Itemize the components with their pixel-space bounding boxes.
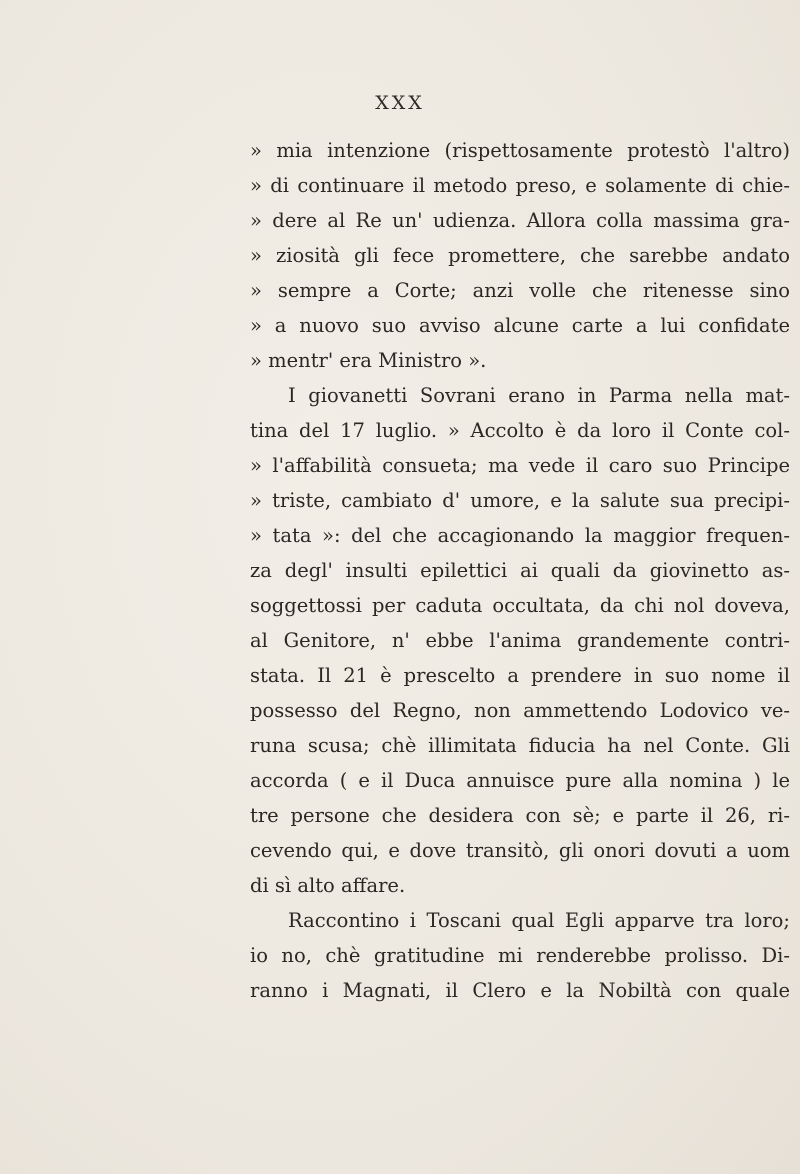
text-line: » tata »: del che accagionando la maggior frequen-: [250, 524, 790, 547]
text-line: accorda ( e il Duca annuisce pure alla nomina ) le: [250, 769, 790, 792]
text-line: za degl' insulti epilettici ai quali da giovinetto as-: [250, 559, 790, 582]
text-line: » mia intenzione (rispettosamente protestò l'altro): [250, 139, 790, 162]
text-line: » l'affabilità consueta; ma vede il caro suo Principe: [250, 454, 790, 477]
text-line: io no, chè gratitudine mi renderebbe prolisso. Di-: [250, 944, 790, 967]
text-line: » di continuare il metodo preso, e solamente di chie-: [250, 174, 790, 197]
text-line: al Genitore, n' ebbe l'anima grandemente contri-: [250, 629, 790, 652]
text-line: tina del 17 luglio. » Accolto è da loro il Conte col-: [250, 419, 790, 442]
text-line: ranno i Magnati, il Clero e la Nobiltà con quale: [250, 979, 790, 1002]
text-line: tre persone che desidera con sè; e parte il 26, ri-: [250, 804, 790, 827]
text-line: » ziosità gli fece promettere, che sarebbe andato: [250, 244, 790, 267]
text-line: I giovanetti Sovrani erano in Parma nella mat-: [288, 384, 790, 407]
text-line: possesso del Regno, non ammettendo Lodovico ve-: [250, 699, 790, 722]
text-line: Raccontino i Toscani qual Egli apparve tra loro;: [288, 909, 790, 932]
text-line: » a nuovo suo avviso alcune carte a lui confidate: [250, 314, 790, 337]
running-head: XXX: [375, 92, 425, 114]
text-line: » triste, cambiato d' umore, e la salute sua precipi-: [250, 489, 790, 512]
body-text: [250, 133, 790, 1008]
text-line: stata. Il 21 è prescelto a prendere in suo nome il: [250, 664, 790, 687]
text-line: runa scusa; chè illimitata fiducia ha nel Conte. Gli: [250, 734, 790, 757]
text-line: cevendo qui, e dove transitò, gli onori dovuti a uom: [250, 839, 790, 862]
text-line: di sì alto affare.: [250, 874, 406, 897]
text-line: » dere al Re un' udienza. Allora colla massima gra-: [250, 209, 790, 232]
text-line: soggettossi per caduta occultata, da chi nol doveva,: [250, 594, 790, 617]
text-line: » sempre a Corte; anzi volle che ritenesse sino: [250, 279, 790, 302]
text-line: » mentr' era Ministro ».: [250, 349, 487, 372]
